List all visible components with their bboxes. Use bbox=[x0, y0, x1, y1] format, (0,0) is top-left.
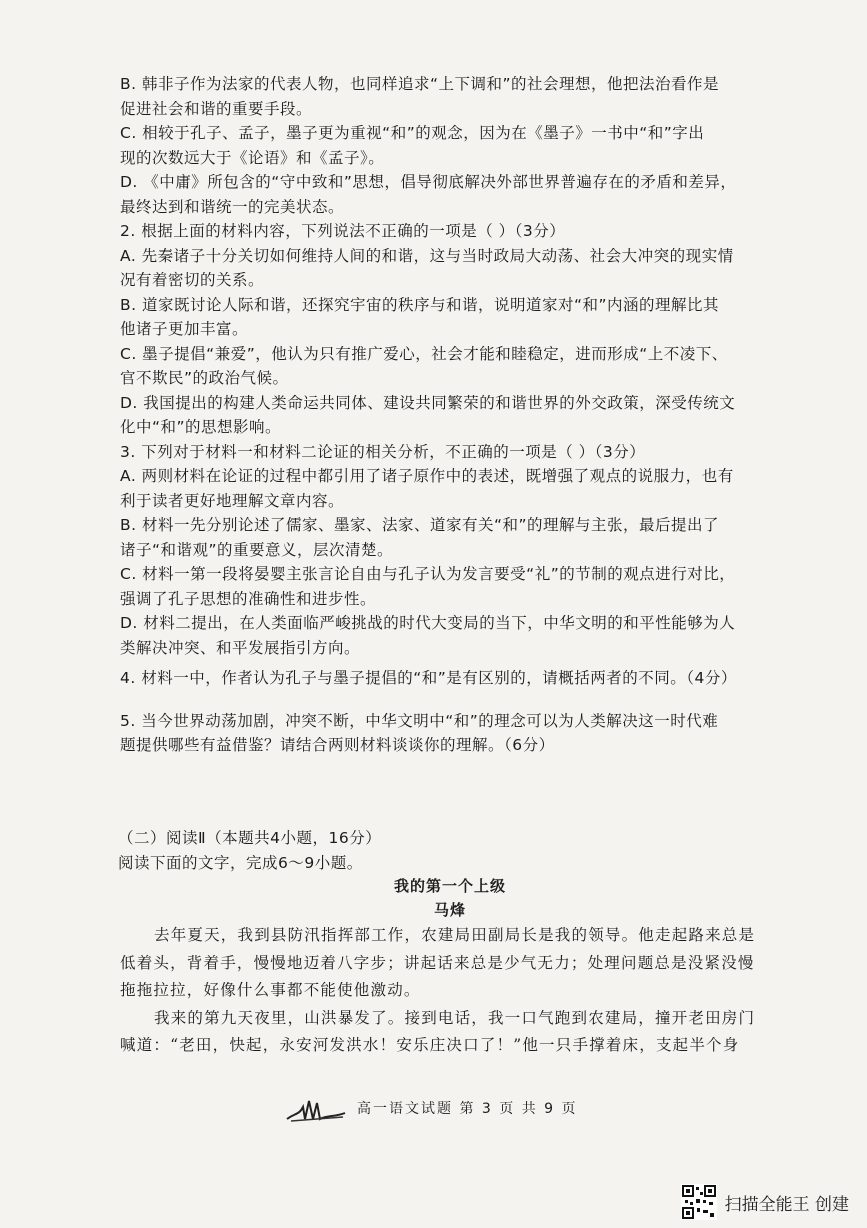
option-c-line2: 现的次数远大于《论语》和《孟子》。 bbox=[120, 148, 385, 167]
q3-option-a-line2: 利于读者更好地理解文章内容。 bbox=[120, 491, 345, 510]
q2-option-a-line1: A. 先秦诸子十分关切如何维持人间的和谐，这与当时政局大动荡、社会大冲突的现实情 bbox=[120, 246, 734, 265]
q3-option-b-line2: 诸子“和谐观”的重要意义，层次清楚。 bbox=[120, 540, 394, 559]
question-2-stem: 2. 根据上面的材料内容，下列说法不正确的一项是（ ）（3分） bbox=[120, 222, 566, 240]
q2-option-c-line2: 官不欺民”的政治气候。 bbox=[120, 369, 289, 387]
question-4: 4. 材料一中，作者认为孔子与墨子提倡的“和”是有区别的，请概括两者的不同。（4分） bbox=[120, 669, 737, 687]
option-b-line2: 促进社会和谐的重要手段。 bbox=[120, 99, 313, 118]
story-title: 我的第一个上级 bbox=[393, 877, 506, 895]
qr-code-icon bbox=[681, 1184, 717, 1220]
option-d-line1: D. 《中庸》所包含的“守中致和”思想，倡导彻底解决外部世界普遍存在的矛盾和差异， bbox=[120, 173, 737, 191]
q2-option-c-line1: C. 墨子提倡“兼爱”，他认为只有推广爱心，社会才能和睦稳定，进而形成“上不凌下、 bbox=[120, 344, 728, 363]
question-5-line2: 题提供哪些有益借鉴？请结合两则材料谈谈你的理解。（6分） bbox=[120, 736, 555, 754]
option-b-line1: B. 韩非子作为法家的代表人物，也同样追求“上下调和”的社会理想，他把法治看作是 bbox=[120, 75, 720, 93]
q3-option-a-line1: A. 两则材料在论证的过程中都引用了诸子原作中的表述，既增强了观点的说服力，也有 bbox=[120, 467, 734, 485]
q2-option-b-line2: 他诸子更加丰富。 bbox=[120, 320, 249, 338]
q2-option-d-line2: 化中“和”的思想影响。 bbox=[120, 418, 282, 436]
question-block bbox=[120, 72, 780, 758]
story-block bbox=[120, 874, 780, 1060]
watermark-text: 扫描全能王 创建 bbox=[724, 1194, 849, 1215]
q2-option-d-line1: D. 我国提出的构建人类命运共同体、建设共同繁荣的和谐世界的外交政策，深受传统文 bbox=[120, 393, 736, 412]
story-paragraph-1-line3: 拖拖拉拉，好像什么事都不能使他激动。 bbox=[120, 981, 421, 999]
scanner-watermark bbox=[681, 1184, 849, 1220]
question-5-line1: 5. 当今世界动荡加剧，冲突不断，中华文明中“和”的理念可以为人类解决这一时代难 bbox=[120, 711, 719, 730]
section-instruction: 阅读下面的文字，完成6～9小题。 bbox=[118, 853, 363, 872]
option-d-line2: 最终达到和谐统一的完美状态。 bbox=[120, 197, 345, 216]
section-heading-block bbox=[118, 826, 778, 875]
q2-option-a-line2: 况有着密切的关系。 bbox=[120, 271, 265, 289]
story-author: 马烽 bbox=[433, 901, 466, 919]
q3-option-b-line1: B. 材料一先分别论述了儒家、墨家、法家、道家有关“和”的理解与主张，最后提出了 bbox=[120, 516, 720, 534]
story-paragraph-1-line1: 去年夏天，我到县防汛指挥部工作，农建局田副局长是我的领导。他走起路来总是 bbox=[154, 926, 756, 944]
q3-option-c-line1: C. 材料一第一段将晏婴主张言论自由与孔子认为发言要受“礼”的节制的观点进行对比， bbox=[120, 565, 736, 583]
page-footer bbox=[285, 1093, 605, 1123]
option-c-line1: C. 相较于孔子、孟子，墨子更为重视“和”的观念，因为在《墨子》一书中“和”字出 bbox=[120, 124, 705, 142]
story-paragraph-2-line2: 喊道：“老田，快起，永安河发洪水！安乐庄决口了！”他一只手撑着床，支起半个身 bbox=[120, 1036, 740, 1054]
q3-option-d-line2: 类解决冲突、和平发展指引方向。 bbox=[120, 638, 361, 657]
page-number-label: 高一语文试题 第 3 页 共 9 页 bbox=[357, 1101, 578, 1117]
story-paragraph-1-line2: 低着头，背着手，慢慢地迈着八字步；讲起话来总是少气无力；处理问题总是没紧没慢 bbox=[120, 953, 755, 972]
q3-option-d-line1: D. 材料二提出，在人类面临严峻挑战的时代大变局的当下，中华文明的和平性能够为人 bbox=[120, 614, 736, 632]
scribble-mark-icon bbox=[285, 1093, 347, 1123]
question-3-stem: 3. 下列对于材料一和材料二论证的相关分析，不正确的一项是（ ）（3分） bbox=[120, 442, 646, 461]
section-heading: （二）阅读Ⅱ（本题共4小题，16分） bbox=[118, 829, 382, 847]
q2-option-b-line1: B. 道家既讨论人际和谐，还探究宇宙的秩序与和谐，说明道家对“和”内涵的理解比其 bbox=[120, 295, 720, 314]
story-paragraph-2-line1: 我来的第九天夜里，山洪暴发了。接到电话，我一口气跑到农建局，撞开老田房门 bbox=[154, 1008, 756, 1027]
q3-option-c-line2: 强调了孔子思想的准确性和进步性。 bbox=[120, 589, 377, 608]
